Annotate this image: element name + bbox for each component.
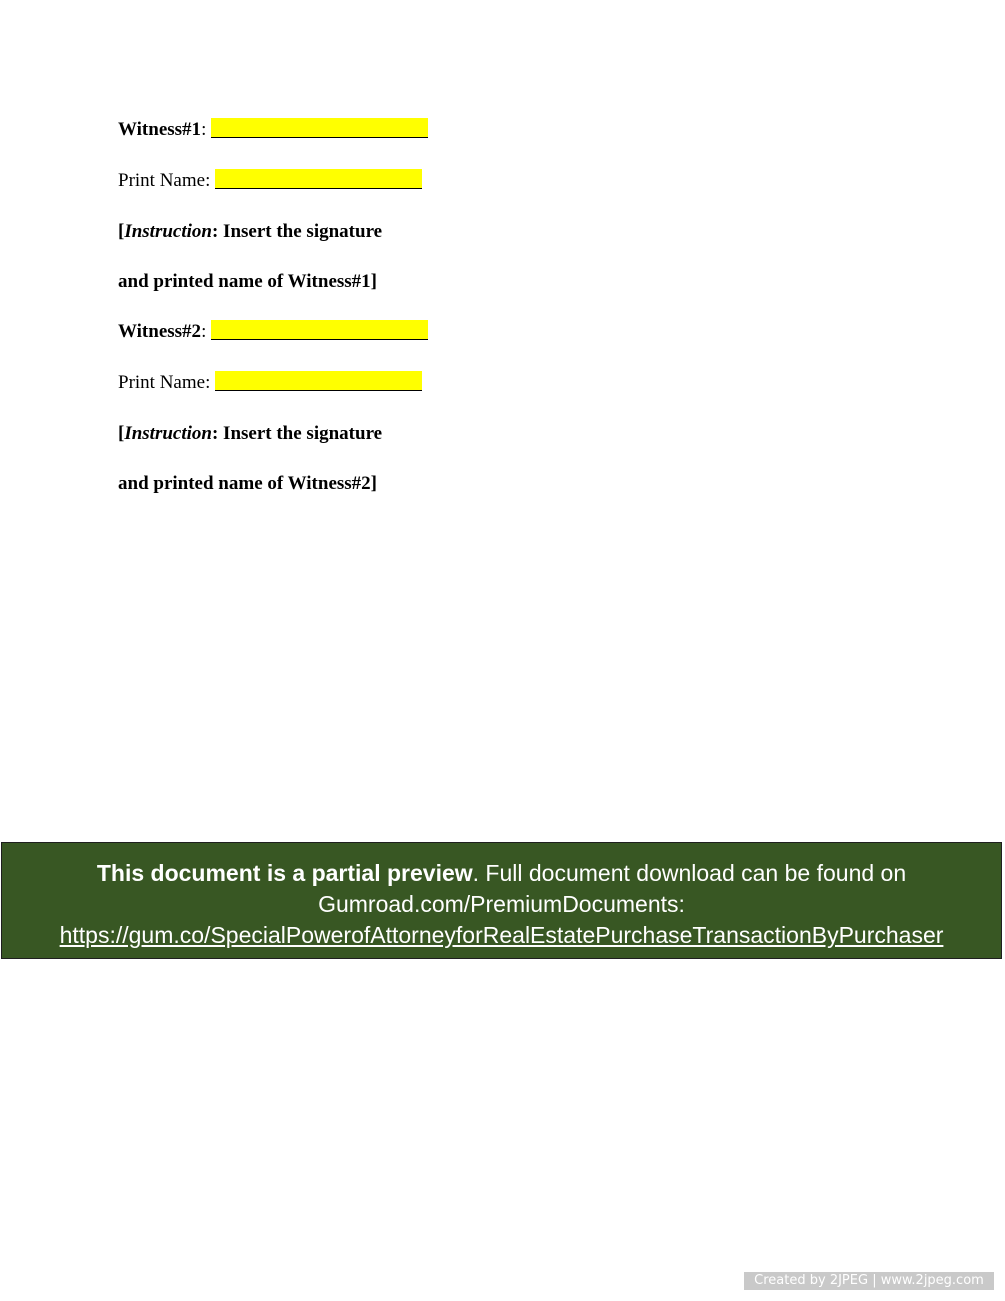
witness1-colon: : (201, 119, 207, 140)
witness2-print-name-label: Print Name: (118, 372, 211, 393)
witness2-instruction-open: [ (118, 423, 125, 444)
witness2-instruction-line2: and printed name of Witness#2] (118, 473, 377, 494)
witness1-instruction-rest: : Insert the signature (211, 221, 383, 242)
witness1-print-name-label: Print Name: (118, 170, 211, 191)
witness2-instruction-word: Instruction (124, 423, 212, 444)
preview-banner-text: . Full document download can be found on (472, 860, 907, 886)
witness2-instruction (118, 422, 382, 446)
witness1-label: Witness#1 (118, 119, 202, 140)
witness2-instruction-rest: : Insert the signature (211, 423, 383, 444)
witness2-signature-field[interactable] (211, 320, 428, 340)
witness1-instruction (118, 220, 382, 244)
witness1-instruction-line2: and printed name of Witness#1] (118, 271, 377, 292)
witness2-label: Witness#2 (118, 321, 202, 342)
witness2-colon: : (201, 321, 207, 342)
witness2-print-name-field[interactable] (215, 371, 422, 391)
preview-banner-link[interactable]: https://gum.co/SpecialPowerofAttorneyforRealEstatePurchaseTransactionByPurchaser (59, 922, 944, 948)
preview-banner-line2: Gumroad.com/PremiumDocuments: (318, 891, 685, 917)
witness1-instruction-word: Instruction (124, 221, 212, 242)
preview-banner-bold: This document is a partial preview (96, 860, 473, 886)
preview-banner (1, 842, 1002, 959)
witness1-signature-line (118, 118, 428, 142)
witness2-print-name-line (118, 371, 422, 395)
watermark: Created by 2JPEG | www.2jpeg.com (744, 1272, 994, 1290)
witness1-print-name-line (118, 169, 422, 193)
witness2-signature-line (118, 320, 428, 344)
witness1-instruction-open: [ (118, 221, 125, 242)
preview-banner-line1 (2, 858, 1001, 889)
witness1-print-name-field[interactable] (215, 169, 422, 189)
witness1-signature-field[interactable] (211, 118, 428, 138)
